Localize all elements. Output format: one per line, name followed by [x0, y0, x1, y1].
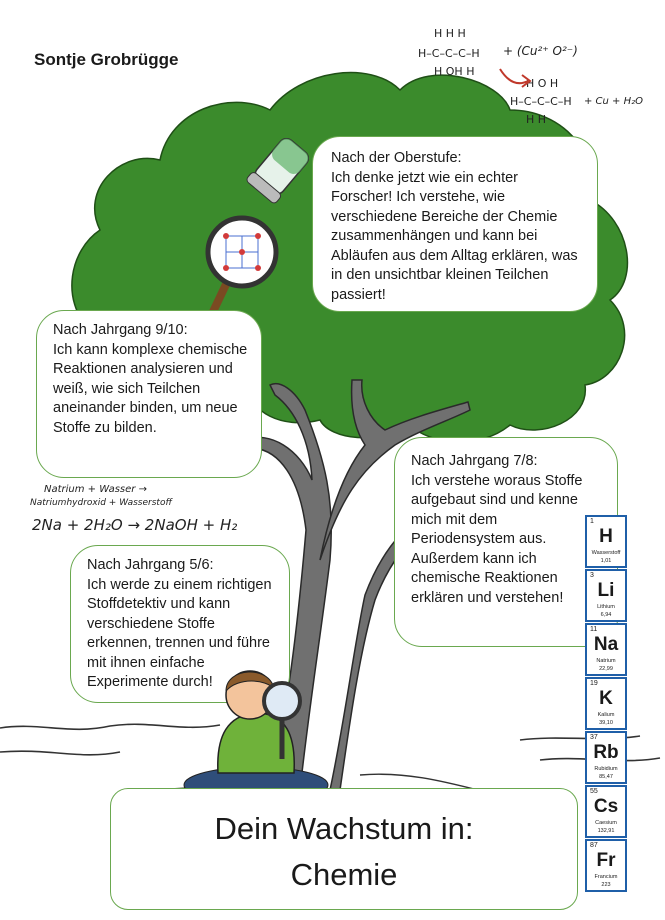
element-symbol: K	[599, 688, 613, 709]
bubble-oberstufe: Nach der Oberstufe: Ich denke jetzt wie ein echter Forscher! Ich verstehe, wie verschiedene Bereiche der Chemie zusammenhängen und kann bei Abläufen aus dem Alltag erklären, was in den unsichtbar kleinen Teilchen passiert!	[312, 136, 598, 312]
element-number: 37	[590, 734, 598, 741]
title-line-1: Dein Wachstum in:	[214, 811, 474, 846]
element-number: 55	[590, 788, 598, 795]
bubble-jahrgang-9-10: Nach Jahrgang 9/10: Ich kann komplexe chemische Reaktionen analysieren und weiß, wie sich Teilchen aneinander binden, um neue Stoffe zu bilden.	[36, 310, 262, 478]
element-tile	[585, 785, 627, 838]
element-name: Rubidium	[594, 766, 618, 772]
element-mass: 39,10	[599, 720, 613, 726]
salt-shaker-illustration	[240, 130, 320, 210]
svg-text:H–C–C–C–H: H–C–C–C–H	[510, 95, 572, 108]
svg-text:H H: H H	[526, 113, 547, 126]
element-tile	[585, 515, 627, 568]
element-mass: 223	[601, 882, 611, 888]
element-name: Kalium	[597, 712, 615, 718]
element-number: 3	[590, 572, 594, 579]
author-name: Sontje Grobrügge	[34, 50, 179, 69]
element-name: Lithium	[597, 604, 615, 610]
element-name: Caesium	[595, 820, 617, 826]
bubble-jahrgang-5-6: Nach Jahrgang 5/6: Ich werde zu einem richtigen Stoffdetektiv und kann verschiedene Stoffe erkennen, trennen und führe mit ihnen einfache Experimente durch!	[70, 545, 290, 703]
element-number: 87	[590, 842, 598, 849]
element-mass: 132,91	[597, 828, 615, 834]
reaction-words-line1: Natrium + Wasser →	[44, 484, 147, 495]
element-symbol: H	[599, 526, 613, 547]
element-tile	[585, 569, 627, 622]
organic-products: + Cu + H₂O	[584, 96, 644, 107]
svg-text:H–C–C–C–H: H–C–C–C–H	[418, 47, 480, 60]
element-mass: 6,94	[600, 612, 612, 618]
title-box	[110, 788, 578, 910]
element-mass: 22,99	[599, 666, 613, 672]
element-symbol: Cs	[593, 796, 619, 817]
reaction-equation: 2Na + 2H₂O → 2NaOH + H₂	[32, 516, 238, 534]
element-tile	[585, 839, 627, 892]
element-mass: 1,01	[600, 558, 612, 564]
svg-text:H OH H: H OH H	[434, 65, 475, 78]
element-mass: 85,47	[599, 774, 613, 780]
element-name: Francium	[594, 874, 618, 880]
element-symbol: Rb	[593, 742, 619, 763]
element-symbol: Fr	[596, 850, 616, 871]
element-name: Natrium	[596, 658, 616, 664]
svg-text:H H H: H H H	[434, 27, 466, 40]
element-number: 11	[590, 626, 598, 633]
magnifier-crystal-illustration	[202, 214, 282, 324]
title-line-2: Chemie	[290, 857, 398, 892]
svg-text:H O H: H O H	[526, 77, 559, 90]
element-number: 1	[590, 518, 594, 525]
element-tile	[585, 731, 627, 784]
element-tile	[585, 677, 627, 730]
element-tile	[585, 623, 627, 676]
element-number: 19	[590, 680, 598, 687]
bubble-jahrgang-7-8: Nach Jahrgang 7/8: Ich verstehe woraus Stoffe aufgebaut sind und kenne mich mit dem Periodensystem aus. Außerdem kann ich chemische Reaktionen erklären und verstehen!	[394, 437, 618, 647]
organic-reagent: + (Cu²⁺ O²⁻)	[503, 44, 578, 58]
organic-reaction-sketch	[410, 5, 660, 135]
element-symbol: Na	[593, 634, 619, 655]
child-illustration	[178, 655, 338, 805]
element-name: Wasserstoff	[591, 550, 621, 556]
element-symbol: Li	[597, 580, 615, 601]
reaction-words-line2: Natriumhydroxid + Wasserstoff	[30, 498, 172, 508]
